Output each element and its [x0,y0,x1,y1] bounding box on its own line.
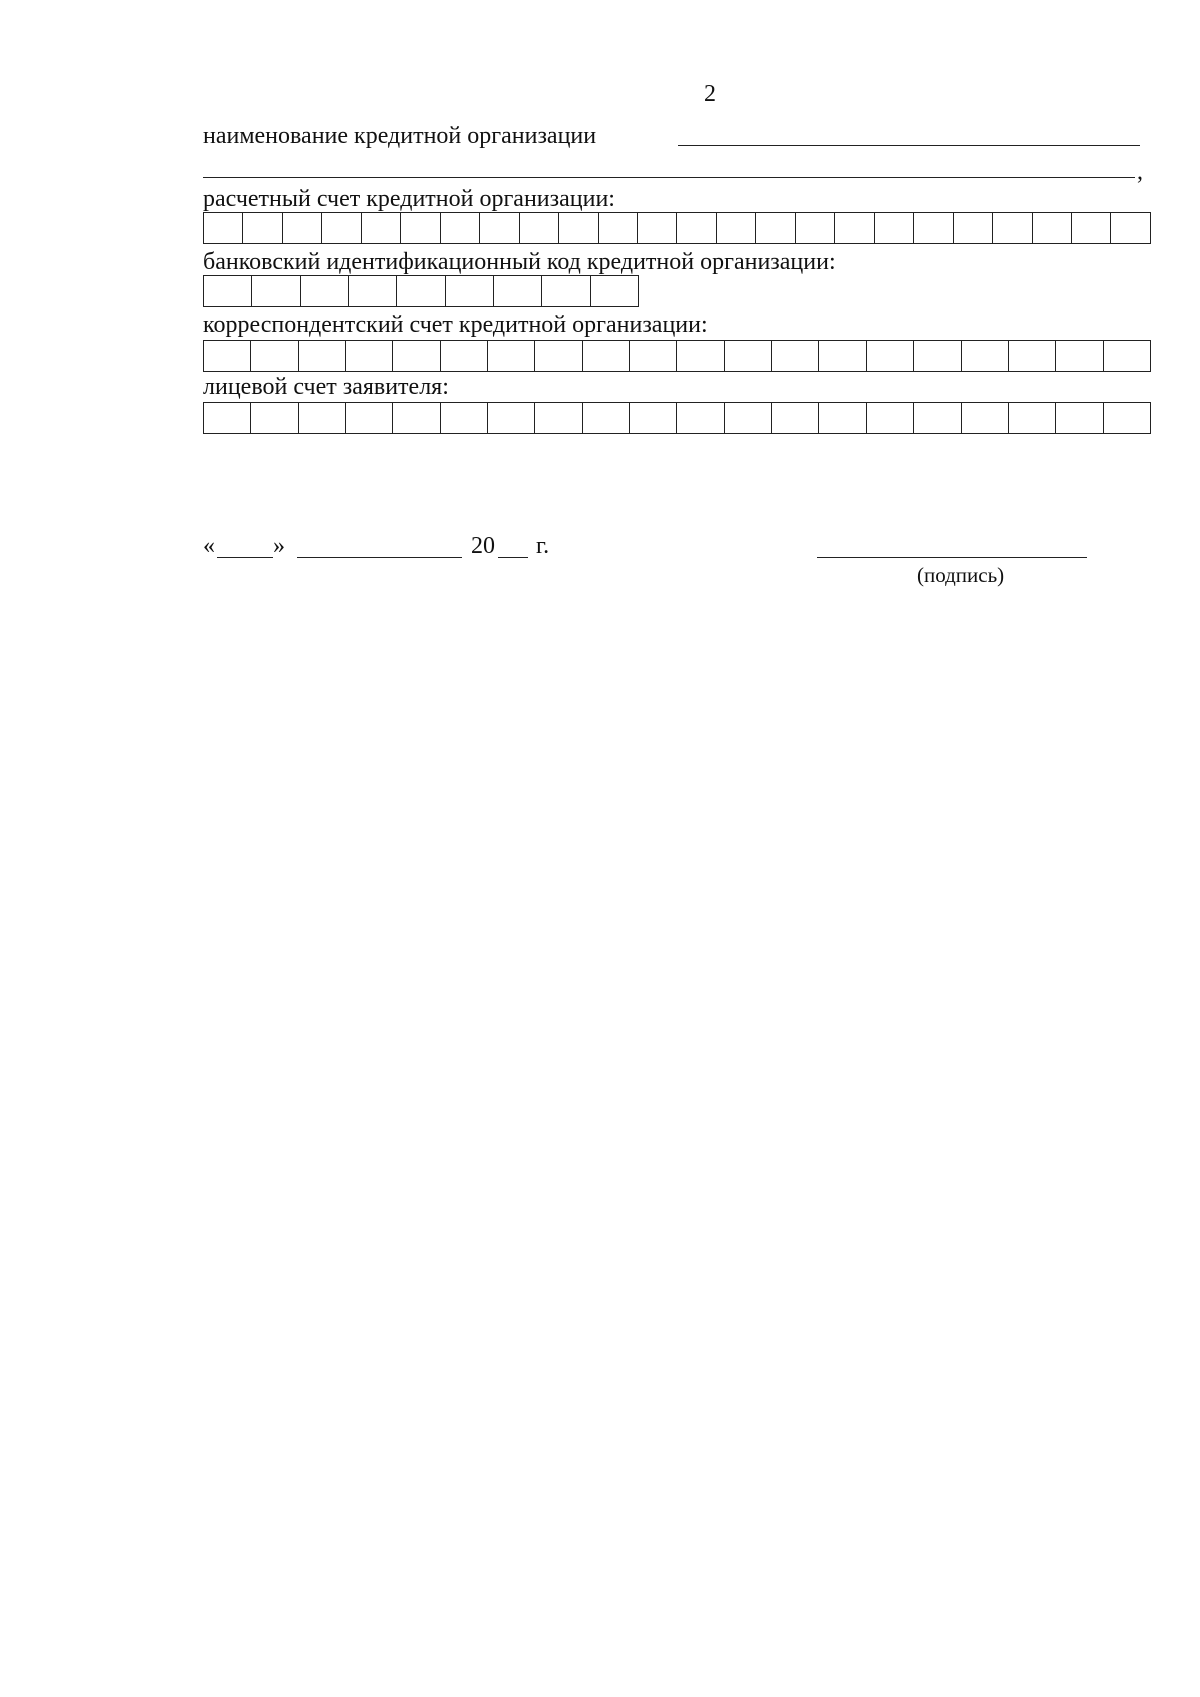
grid-cell[interactable] [724,403,771,433]
grid-cell[interactable] [558,213,597,243]
grid-cell[interactable] [493,276,541,306]
personal-account-label: лицевой счет заявителя: [203,374,449,400]
grid-cell[interactable] [582,403,629,433]
date-day-line[interactable] [217,557,273,558]
date-month-line[interactable] [297,557,462,558]
grid-cell[interactable] [251,276,299,306]
grid-cell[interactable] [487,403,534,433]
grid-cell[interactable] [953,213,992,243]
grid-cell[interactable] [300,276,348,306]
grid-cell[interactable] [400,213,439,243]
grid-cell[interactable] [440,213,479,243]
grid-cell[interactable] [771,341,818,371]
grid-cell[interactable] [541,276,589,306]
grid-cell[interactable] [204,213,242,243]
grid-cell[interactable] [1008,403,1055,433]
grid-cell[interactable] [866,403,913,433]
grid-cell[interactable] [242,213,281,243]
settlement-account-grid[interactable] [203,212,1151,244]
grid-cell[interactable] [771,403,818,433]
grid-cell[interactable] [724,341,771,371]
page-number: 2 [704,81,716,107]
grid-cell[interactable] [913,403,960,433]
signature-line[interactable] [817,557,1087,558]
grid-cell[interactable] [204,403,250,433]
grid-cell[interactable] [440,341,487,371]
grid-cell[interactable] [874,213,913,243]
grid-cell[interactable] [598,213,637,243]
grid-cell[interactable] [204,276,251,306]
grid-cell[interactable] [716,213,755,243]
date-year-line[interactable] [498,557,528,558]
grid-cell[interactable] [348,276,396,306]
grid-cell[interactable] [1032,213,1071,243]
grid-cell[interactable] [361,213,400,243]
grid-cell[interactable] [755,213,794,243]
bic-label: банковский идентификационный код кредитной организации: [203,249,836,275]
grid-cell[interactable] [795,213,834,243]
grid-cell[interactable] [676,403,723,433]
bank-name-continuation-line[interactable] [203,177,1135,178]
grid-cell[interactable] [345,341,392,371]
grid-cell[interactable] [1055,403,1102,433]
bank-name-input-line[interactable] [678,145,1140,146]
grid-cell[interactable] [534,341,581,371]
grid-cell[interactable] [961,341,1008,371]
grid-cell[interactable] [1103,341,1150,371]
grid-cell[interactable] [445,276,493,306]
grid-cell[interactable] [834,213,873,243]
grid-cell[interactable] [1008,341,1055,371]
grid-cell[interactable] [637,213,676,243]
date-open-quote: « [203,533,215,559]
grid-cell[interactable] [298,341,345,371]
bank-name-comma: , [1137,159,1143,185]
grid-cell[interactable] [629,403,676,433]
grid-cell[interactable] [321,213,360,243]
grid-cell[interactable] [392,403,439,433]
settlement-account-label: расчетный счет кредитной организации: [203,186,615,212]
bic-grid[interactable] [203,275,639,307]
grid-cell[interactable] [250,341,297,371]
personal-account-grid[interactable] [203,402,1151,434]
grid-cell[interactable] [590,276,638,306]
grid-cell[interactable] [282,213,321,243]
grid-cell[interactable] [298,403,345,433]
grid-cell[interactable] [818,403,865,433]
date-year-suffix: г. [536,533,550,559]
grid-cell[interactable] [629,341,676,371]
grid-cell[interactable] [676,341,723,371]
grid-cell[interactable] [582,341,629,371]
grid-cell[interactable] [396,276,444,306]
date-close-quote: » [273,533,285,559]
grid-cell[interactable] [1103,403,1150,433]
grid-cell[interactable] [250,403,297,433]
grid-cell[interactable] [1071,213,1110,243]
grid-cell[interactable] [204,341,250,371]
grid-cell[interactable] [866,341,913,371]
grid-cell[interactable] [534,403,581,433]
correspondent-account-grid[interactable] [203,340,1151,372]
grid-cell[interactable] [913,213,952,243]
grid-cell[interactable] [1110,213,1149,243]
grid-cell[interactable] [519,213,558,243]
grid-cell[interactable] [992,213,1031,243]
bank-name-label: наименование кредитной организации [203,123,597,149]
grid-cell[interactable] [818,341,865,371]
correspondent-account-label: корреспондентский счет кредитной организации: [203,312,708,338]
grid-cell[interactable] [440,403,487,433]
grid-cell[interactable] [913,341,960,371]
date-year-prefix: 20 [471,533,495,559]
grid-cell[interactable] [345,403,392,433]
grid-cell[interactable] [479,213,518,243]
grid-cell[interactable] [961,403,1008,433]
signature-caption: (подпись) [917,563,1005,587]
grid-cell[interactable] [392,341,439,371]
grid-cell[interactable] [487,341,534,371]
grid-cell[interactable] [1055,341,1102,371]
grid-cell[interactable] [676,213,715,243]
